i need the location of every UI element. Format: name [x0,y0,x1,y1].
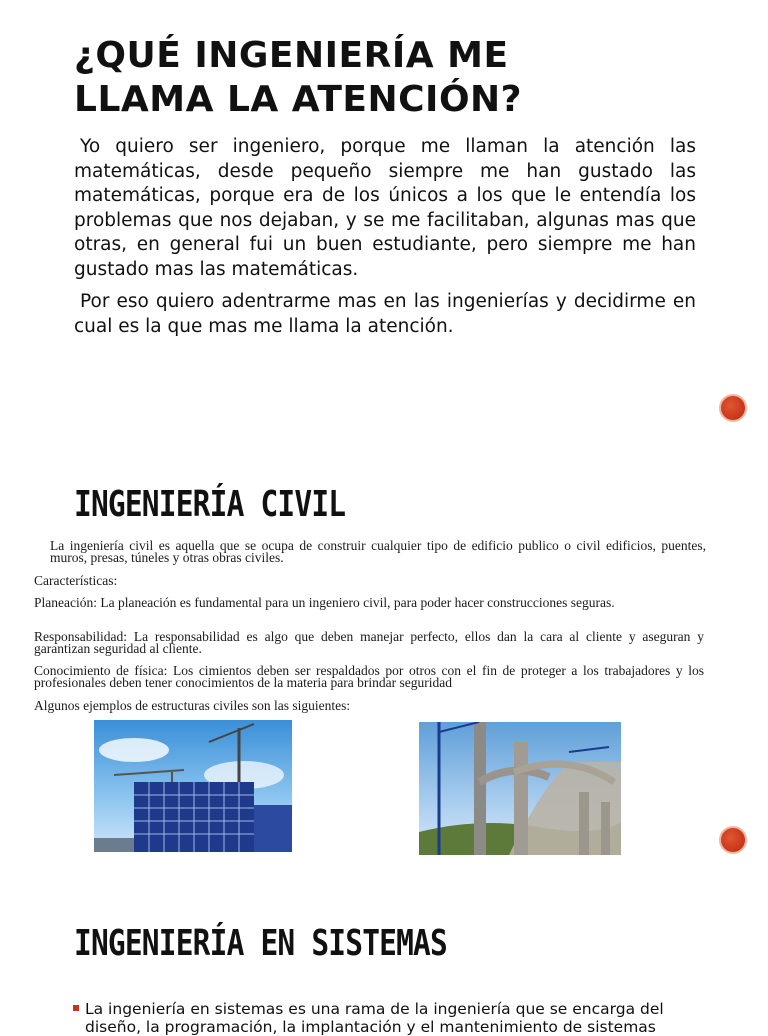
square-bullet-icon [73,1005,79,1011]
bullet-item [73,1000,713,1036]
slide-2 [0,440,768,880]
slide-3 [0,880,768,1036]
paragraph-2: Por eso quiero adentrarme mas en las ingenierías y decidirme en cual es la que mas me llama la atención. [74,291,696,337]
responsabilidad-text: Responsabilidad: La responsabilidad es algo que deben manejar perfecto, ellos dan la cara al cliente y aseguran y garantizan seguridad al cliente. [34,629,704,656]
slide-2-title: INGENIERÍA CIVIL [74,484,346,525]
slide-nav-dot[interactable] [719,826,747,854]
ejemplos-text: Algunos ejemplos de estructuras civiles son las siguientes: [34,698,351,713]
slide-1 [0,0,768,440]
caracteristicas-label: Características: [34,573,118,588]
building-construction-photo [94,720,292,852]
bridge-construction-photo [419,722,621,855]
title-line-2: LLAMA LA ATENCIÓN? [74,79,523,120]
intro-text: La ingeniería civil es aquella que se ocupa de construir cualquier tipo de edificio publico o civil edificios, puentes, muros, presas, túneles y otras obras civiles. [50,538,706,565]
bullet-text: La ingeniería en sistemas es una rama de la ingeniería que se encarga del diseño, la programación, la implantación y el mantenimiento de sistemas [85,1000,664,1036]
fisica-text: Conocimiento de física: Los cimientos deben ser respaldados por otros con el fin de proteger a los trabajadores y los profesionales deben tener conocimientos de la materia para brindar seguridad [34,663,704,690]
bridge-construction-illustration [419,722,621,855]
slide-1-title [74,34,522,122]
title-line-1: ¿QUÉ INGENIERÍA ME [74,35,509,76]
slide-3-title: INGENIERÍA EN SISTEMAS [74,923,447,964]
planeacion-text: Planeación: La planeación es fundamental para un ingeniero civil, para poder hacer construcciones seguras. [34,595,615,610]
building-construction-illustration [94,720,292,852]
paragraph-1: Yo quiero ser ingeniero, porque me llaman la atención las matemáticas, desde pequeño siempre me han gustado las matemáticas, porque era de los únicos a los que le entendía los problemas que nos dejaban, y se me facilitaban, algunas mas que otras, en general fui un buen estudiante, pero siempre me han gustado mas las matemáticas. [74,136,696,280]
slide-nav-dot[interactable] [719,394,747,422]
